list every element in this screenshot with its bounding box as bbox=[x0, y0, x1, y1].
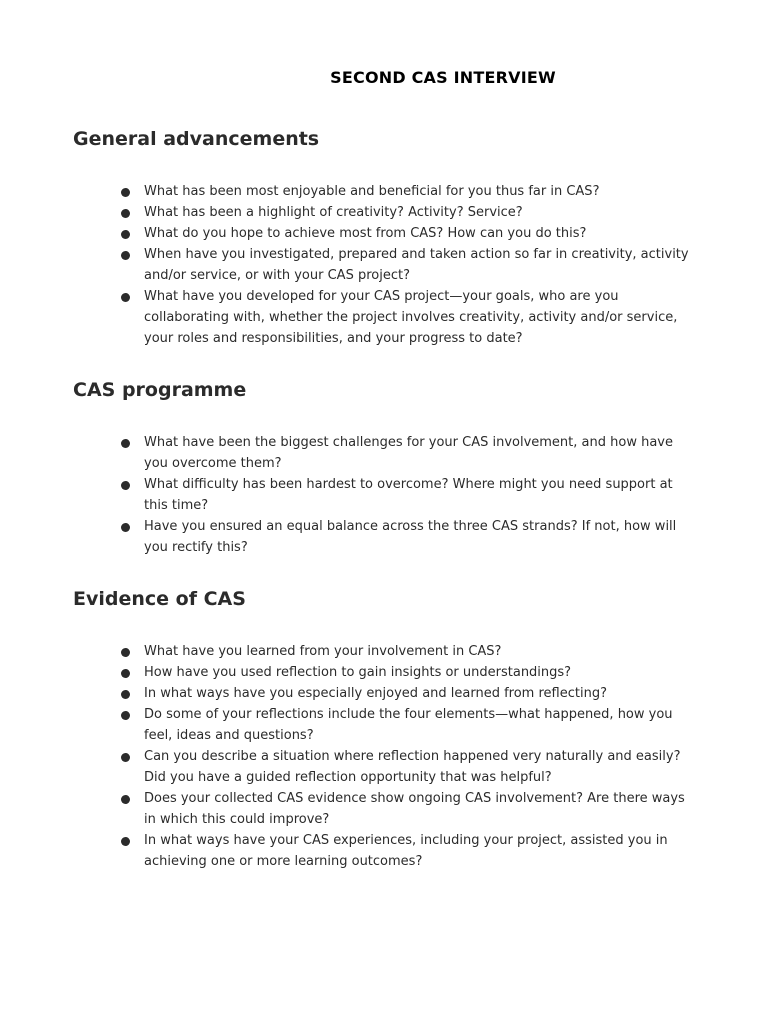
list-item bbox=[121, 202, 696, 223]
list-item bbox=[121, 746, 696, 788]
bullet-icon bbox=[121, 251, 130, 260]
list-item bbox=[121, 683, 696, 704]
question-text: What difficulty has been hardest to overcome? Where might you need support at this time? bbox=[144, 477, 673, 513]
section-cas-programme bbox=[73, 377, 703, 555]
question-text: What have been the biggest challenges for your CAS involvement, and how have you overcome them? bbox=[144, 435, 673, 471]
question-text: What have you developed for your CAS project—your goals, who are you collaborating with, whether the project involves creativity, activity and/or service, your roles and responsibilities, and your progress to date? bbox=[144, 289, 678, 346]
bullet-icon bbox=[121, 690, 130, 699]
section-heading: General advancements bbox=[73, 128, 320, 150]
bullet-icon bbox=[121, 711, 130, 720]
question-text: What have you learned from your involvement in CAS? bbox=[144, 644, 502, 659]
question-text: Can you describe a situation where reflection happened very naturally and easily? Did you have a guided reflection opportunity that was helpful? bbox=[144, 749, 681, 785]
list-item bbox=[121, 641, 696, 662]
question-list bbox=[121, 432, 696, 558]
section-heading: Evidence of CAS bbox=[73, 588, 246, 610]
list-item bbox=[121, 662, 696, 683]
question-text: In what ways have you especially enjoyed and learned from reflecting? bbox=[144, 686, 607, 701]
question-list bbox=[121, 181, 696, 349]
section-evidence-of-cas bbox=[73, 586, 703, 869]
list-item bbox=[121, 474, 696, 516]
question-text: Have you ensured an equal balance across the three CAS strands? If not, how will you rectify this? bbox=[144, 519, 677, 555]
question-text: How have you used reflection to gain insights or understandings? bbox=[144, 665, 572, 680]
list-item bbox=[121, 286, 696, 349]
question-text: When have you investigated, prepared and taken action so far in creativity, activity and/or service, or with your CAS project? bbox=[144, 247, 689, 283]
question-text: What has been a highlight of creativity? Activity? Service? bbox=[144, 205, 523, 220]
section-general-advancements bbox=[73, 126, 703, 346]
bullet-icon bbox=[121, 188, 130, 197]
bullet-icon bbox=[121, 439, 130, 448]
list-item bbox=[121, 516, 696, 558]
document-title: SECOND CAS INTERVIEW bbox=[330, 68, 556, 87]
list-item bbox=[121, 181, 696, 202]
bullet-icon bbox=[121, 837, 130, 846]
list-item bbox=[121, 244, 696, 286]
bullet-icon bbox=[121, 648, 130, 657]
list-item bbox=[121, 830, 696, 872]
bullet-icon bbox=[121, 669, 130, 678]
question-text: Does your collected CAS evidence show ongoing CAS involvement? Are there ways in which this could improve? bbox=[144, 791, 685, 827]
bullet-icon bbox=[121, 481, 130, 490]
bullet-icon bbox=[121, 209, 130, 218]
question-text: What do you hope to achieve most from CAS? How can you do this? bbox=[144, 226, 587, 241]
list-item bbox=[121, 432, 696, 474]
bullet-icon bbox=[121, 795, 130, 804]
bullet-icon bbox=[121, 293, 130, 302]
list-item bbox=[121, 788, 696, 830]
list-item bbox=[121, 704, 696, 746]
question-text: In what ways have your CAS experiences, including your project, assisted you in achieving one or more learning outcomes? bbox=[144, 833, 668, 869]
question-list bbox=[121, 641, 696, 872]
bullet-icon bbox=[121, 753, 130, 762]
list-item bbox=[121, 223, 696, 244]
question-text: What has been most enjoyable and beneficial for you thus far in CAS? bbox=[144, 184, 600, 199]
bullet-icon bbox=[121, 230, 130, 239]
section-heading: CAS programme bbox=[73, 379, 247, 401]
question-text: Do some of your reflections include the four elements—what happened, how you feel, ideas and questions? bbox=[144, 707, 673, 743]
bullet-icon bbox=[121, 523, 130, 532]
